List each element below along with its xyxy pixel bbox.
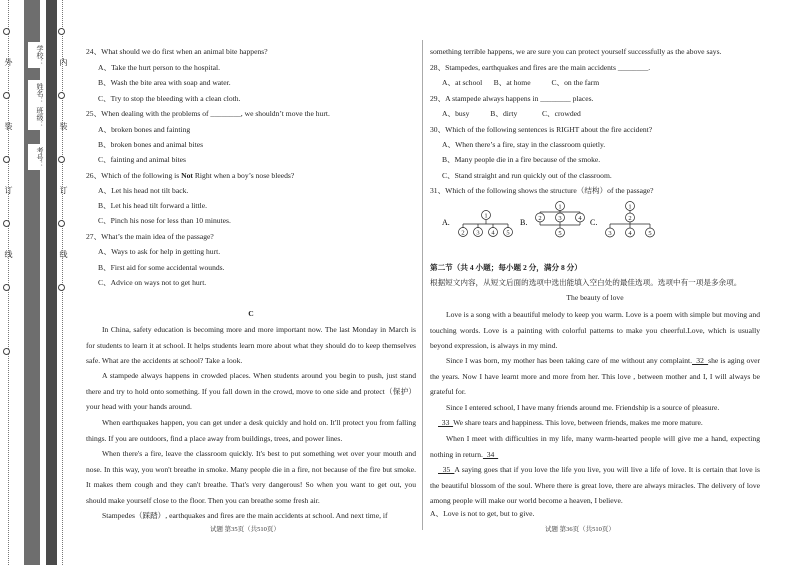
section-2-title: 第二节（共 4 小题；每小题 2 分，满分 8 分） (430, 263, 582, 272)
option-26b: B、Let his head tilt forward a little. (98, 201, 208, 210)
question-26-post: Right when a boy’s nose bleeds? (194, 171, 295, 180)
option-31b-label: B. (520, 218, 528, 227)
binding-char: 外 (4, 58, 13, 67)
paragraph-text: A saying goes that if you love the life you live, you will live a life of love. It is certain that love is the beautiful blossom of the soul. Where there is great love, there are always miracles. The delivery of love among people will make our world become a heaven, I believe. (430, 465, 760, 505)
option-30a: A、When there’s a fire, stay in the classroom quietly. (442, 140, 606, 149)
option-26c: C、Pinch his nose for less than 10 minutes. (98, 216, 231, 225)
svg-text:1: 1 (484, 212, 488, 220)
option-26a: A、Let his head not tilt back. (98, 186, 189, 195)
dotted-cut-line (8, 0, 9, 565)
svg-text:2: 2 (628, 215, 632, 222)
dotted-cut-line (62, 0, 63, 565)
svg-text:3: 3 (608, 230, 612, 237)
hole-icon (58, 28, 65, 35)
svg-text:1: 1 (558, 203, 562, 211)
passage-paragraph (430, 462, 760, 509)
question-29: 29、A stampede always happens in ________ places. (430, 94, 594, 103)
question-28: 28、Stampedes, earthquakes and fires are the main accidents ________. (430, 63, 651, 72)
passage-paragraph: Since I entered school, I have many friends around me. Friendship is a source of pleasure. (446, 403, 720, 412)
binding-bar-dark (46, 0, 57, 565)
blank-32[interactable]: 32 (692, 356, 709, 365)
option-24a: A、Take the hurt person to the hospital. (98, 63, 220, 72)
option-24c: C、Try to stop the bleeding with a clean cloth. (98, 94, 241, 103)
column-divider (422, 40, 423, 530)
blank-34[interactable]: 34 (482, 449, 499, 459)
paragraph-text: Since I was born, my mother has been taking care of me without any complaint. (446, 356, 693, 365)
option-30c: C、Stand straight and run quickly out of the classroom. (442, 171, 612, 180)
svg-text:2: 2 (538, 215, 542, 222)
paragraph-text: We share tears and happiness. This love, between friends, makes me more mature. (453, 418, 703, 427)
option-24b: B、Wash the bite area with soap and water. (98, 78, 231, 87)
passage-paragraph: In China, safety education is becoming more and more important now. The last Monday in March is for students to learn it at school. It helps students learn more about what they should do to keep themselves safe. What are the accidents at school? Take a look. (86, 325, 416, 365)
svg-text:5: 5 (558, 230, 562, 237)
binding-char: 订 (59, 186, 68, 195)
option-27b: B、First aid for some accidental wounds. (98, 263, 225, 272)
section-c-heading: C (248, 309, 254, 318)
question-25: 25、When dealing with the problems of ________, we shouldn’t move the hurt. (86, 109, 330, 118)
option-31c-label: C. (590, 218, 598, 227)
option-31a-label: A. (442, 218, 450, 227)
question-26-pre: 26、Which of the following is (86, 171, 180, 180)
hole-icon (58, 156, 65, 163)
binding-margin (0, 0, 70, 565)
passage-paragraph (430, 353, 760, 400)
question-27: 27、What’s the main idea of the passage? (86, 232, 214, 241)
hole-icon (58, 220, 65, 227)
svg-text:4: 4 (578, 215, 582, 222)
section-2-instructions: 根据短文内容，从短文后面的选项中选出能填入空白处的最佳选项。选项中有一项是多余项。 (430, 278, 742, 287)
question-24: 24、What should we do first when an animal bite happens? (86, 47, 268, 56)
diagram-a-numbers (461, 213, 509, 237)
question-30: 30、Which of the following sentences is RIGHT about the fire accident? (430, 125, 653, 134)
exam-number-field[interactable]: 考号： (28, 144, 44, 170)
svg-text:2: 2 (461, 229, 465, 237)
binding-char: 装 (4, 122, 13, 131)
structure-diagrams (430, 200, 730, 244)
passage-paragraph: A stampede always happens in crowded places. When students around you begin to push, just stand there and try to hold onto something. If you fall down in the crowd, move to one side and protect（保护）your head with your hands around. (86, 371, 416, 411)
passage-paragraph: Stampedes（踩踏）, earthquakes and fires are the main accidents at school. And next time, if (102, 511, 388, 520)
name-field[interactable]: 姓名： (28, 80, 44, 106)
hole-icon (3, 92, 10, 99)
options-28: A、at school B、at home C、on the farm (442, 78, 600, 87)
option-27a: A、Ways to ask for help in getting hurt. (98, 247, 221, 256)
diagram-b-numbers (538, 204, 582, 238)
passage-paragraph (430, 431, 760, 462)
binding-char: 装 (59, 122, 68, 131)
binding-char: 订 (4, 186, 13, 195)
passage-paragraph: Love is a song with a beautiful melody to keep you warm. Love is a poem with simple but moving and touching words. Love is a painting with colorful patterns to make you cheerful.Love, which is usually beyond expression, is always in my mind. (430, 310, 760, 350)
hole-icon (58, 92, 65, 99)
hole-icon (3, 284, 10, 291)
blank-35[interactable]: 35 (438, 465, 455, 474)
passage-paragraph (438, 415, 703, 431)
svg-text:4: 4 (491, 229, 495, 237)
question-26 (86, 170, 294, 181)
paragraph-text: When I meet with difficulties in my life, many warm-hearted people will give me a hand, expecting nothing in return. (430, 434, 760, 459)
hole-icon (58, 284, 65, 291)
options-29: A、busy B、dirty C、crowded (442, 109, 581, 118)
page-footer: 试题 第35页（共510页） (210, 526, 280, 533)
option-30b: B、Many people die in a fire because of the smoke. (442, 155, 601, 164)
passage-title: The beauty of love (566, 293, 624, 302)
hole-icon (3, 28, 10, 35)
svg-text:5: 5 (506, 229, 510, 237)
class-field[interactable]: 班级： (28, 104, 44, 130)
page-footer: 试题 第36页（共510页） (545, 526, 615, 533)
passage-paragraph: When earthquakes happen, you can get under a desk quickly and hold on. It'll protect you from falling things. If you are outdoors, find a place away from buildings, trees, and power lines. (86, 418, 416, 443)
option-25a: A、broken bones and fainting (98, 125, 191, 134)
binding-char: 内 (59, 58, 68, 67)
binding-char: 线 (4, 250, 13, 259)
hole-icon (3, 220, 10, 227)
option-a: A、Love is not to get, but to give. (430, 509, 535, 518)
diagram-c-numbers (608, 204, 651, 238)
binding-char: 线 (59, 250, 68, 259)
question-31: 31、Which of the following shows the structure（结构）of the passage? (430, 186, 654, 195)
svg-text:3: 3 (558, 215, 562, 222)
svg-text:4: 4 (628, 230, 632, 237)
passage-paragraph: When there's a fire, leave the classroom quickly. It's best to put something wet over your mouth and nose. In this way, you won't breathe in smoke. Many people die in a fire, not because of the fire but smoke. It makes them cough and they can't breathe. That's very dangerous! So when you want to get out, you should make yourself close to the floor. Then you can breathe some fresh air. (86, 449, 416, 505)
option-27c: C、Advice on ways not to get hurt. (98, 278, 207, 287)
hole-icon (3, 348, 10, 355)
blank-33[interactable]: 33 (438, 418, 454, 427)
option-25c: C、fainting and animal bites (98, 155, 186, 164)
question-26-not: Not (181, 171, 193, 180)
svg-text:3: 3 (476, 229, 480, 237)
passage-continuation: something terrible happens, we are sure you can protect yourself successfully as the above says. (430, 47, 722, 56)
svg-text:5: 5 (648, 230, 652, 237)
option-25b: B、broken bones and animal bites (98, 140, 204, 149)
svg-text:1: 1 (628, 203, 632, 211)
school-field[interactable]: 学校： (28, 42, 44, 68)
hole-icon (3, 156, 10, 163)
paragraph-text: she is aging over the years. Now I have learnt more and more from her. This love , between mother and I, I will always be grateful for. (430, 356, 761, 396)
